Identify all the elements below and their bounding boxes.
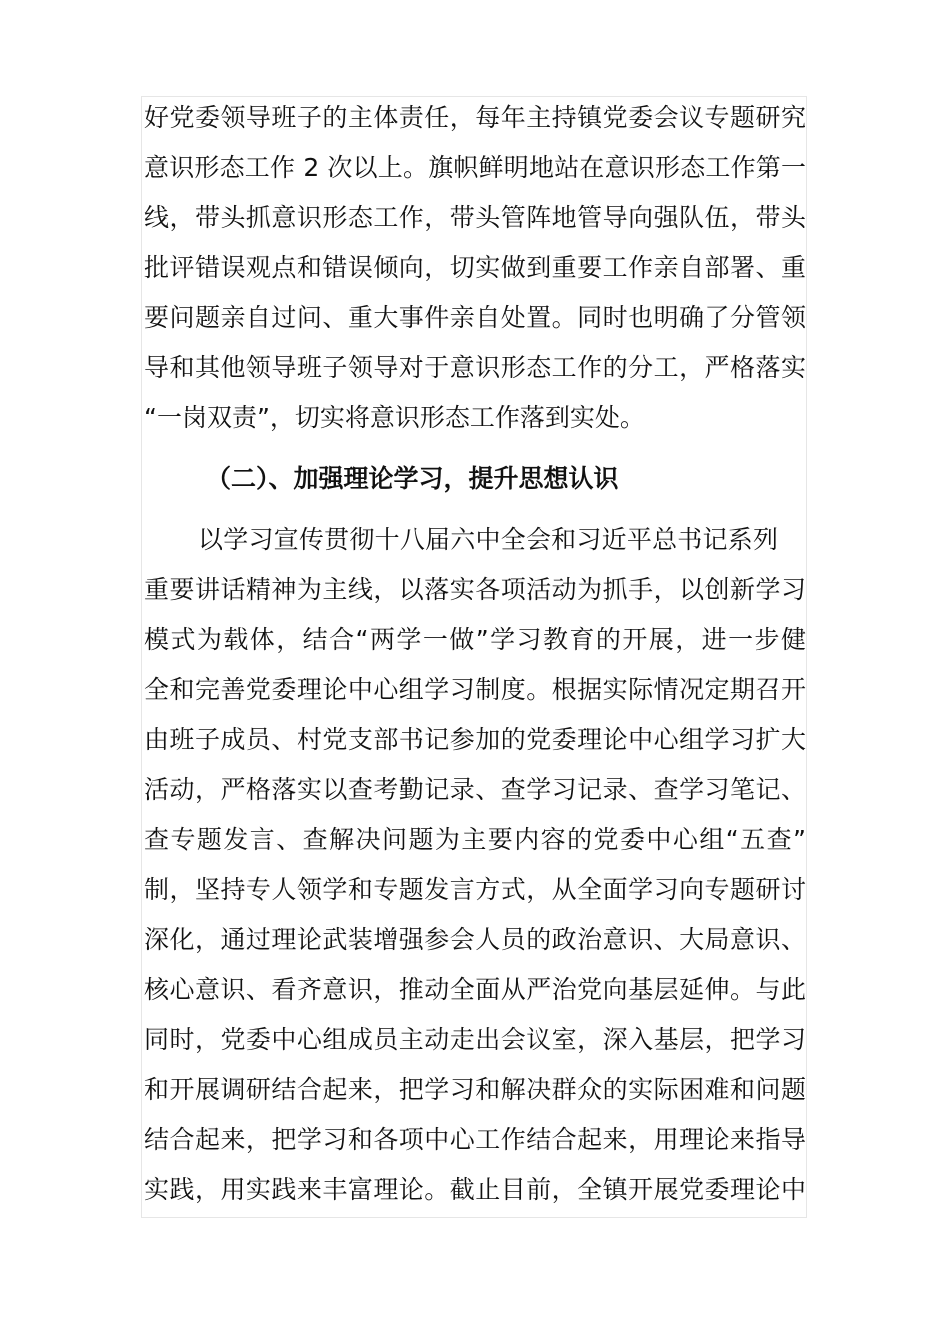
paragraph-line: 结合起来，把学习和各项中心工作结合起来，用理论来指导 [144, 1125, 806, 1154]
paragraph-line: 和开展调研结合起来，把学习和解决群众的实际困难和问题 [144, 1075, 806, 1104]
paragraph-line: 重要讲话精神为主线，以落实各项活动为抓手，以创新学习 [144, 575, 806, 604]
paragraph-line: 线，带头抓意识形态工作，带头管阵地管导向强队伍，带头 [144, 203, 806, 232]
paragraph-line: 全和完善党委理论中心组学习制度。根据实际情况定期召开 [144, 675, 806, 704]
paragraph-line: 查专题发言、查解决问题为主要内容的党委中心组“五查” [144, 825, 806, 854]
section-heading: （二）、加强理论学习，提升思想认识 [206, 464, 619, 493]
paragraph-line: 实践，用实践来丰富理论。截止目前，全镇开展党委理论中 [144, 1175, 806, 1204]
paragraph-line: 深化，通过理论武装增强参会人员的政治意识、大局意识、 [144, 925, 806, 954]
paragraph-line: 核心意识、看齐意识，推动全面从严治党向基层延伸。与此 [144, 975, 806, 1004]
paragraph-line: 要问题亲自过问、重大事件亲自处置。同时也明确了分管领 [144, 303, 806, 332]
paragraph-line: 模式为载体，结合“两学一做”学习教育的开展，进一步健 [144, 625, 806, 654]
paragraph-line: 导和其他领导班子领导对于意识形态工作的分工，严格落实 [144, 353, 806, 382]
paragraph-line: 由班子成员、村党支部书记参加的党委理论中心组学习扩大 [144, 725, 806, 754]
paragraph-line: 同时，党委中心组成员主动走出会议室，深入基层，把学习 [144, 1025, 806, 1054]
paragraph-line: 活动，严格落实以查考勤记录、查学习记录、查学习笔记、 [144, 775, 806, 804]
paragraph-line: 以学习宣传贯彻十八届六中全会和习近平总书记系列 [198, 525, 778, 554]
paragraph-line: 制，坚持专人领学和专题发言方式，从全面学习向专题研讨 [144, 875, 806, 904]
paragraph-line: 批评错误观点和错误倾向，切实做到重要工作亲自部署、重 [144, 253, 806, 282]
paragraph-line: 意识形态工作 2 次以上。旗帜鲜明地站在意识形态工作第一 [144, 153, 806, 182]
paragraph-line: 好党委领导班子的主体责任，每年主持镇党委会议专题研究 [144, 103, 806, 132]
paragraph-line: “一岗双责”，切实将意识形态工作落到实处。 [144, 403, 645, 432]
